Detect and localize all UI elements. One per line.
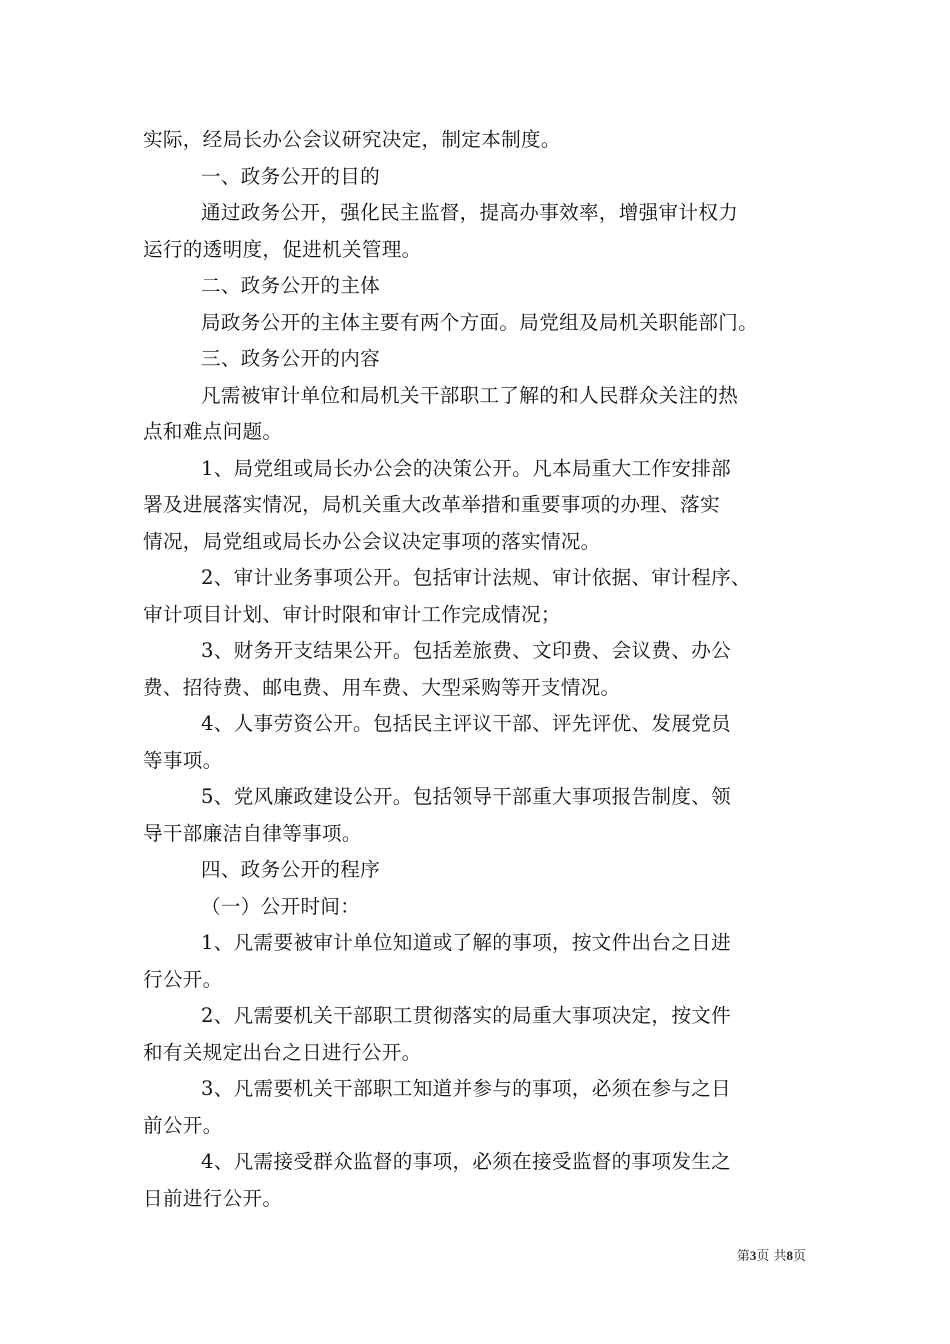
line-text: 四、政务公开的程序	[201, 858, 381, 881]
paragraph	[143, 341, 809, 378]
line-text: 一、政务公开的目的	[201, 164, 381, 188]
paragraph	[143, 633, 809, 706]
paragraph	[143, 1144, 809, 1217]
text-line	[143, 195, 809, 232]
line-text: 1、凡需要被审计单位知道或了解的事项，按文件出台之日进	[201, 931, 732, 954]
total-page-number: 8	[786, 1248, 793, 1263]
line-text: 3、财务开支结果公开。包括差旅费、文印费、会议费、办公	[201, 639, 732, 662]
text-line	[143, 962, 809, 999]
text-line	[143, 524, 809, 561]
text-line	[143, 597, 809, 634]
paragraph	[143, 998, 809, 1071]
line-text: 情况，局党组或局长办公会议决定事项的落实情况。	[143, 529, 601, 553]
paragraph	[143, 560, 809, 633]
text-line	[143, 414, 809, 451]
text-line	[143, 1071, 809, 1108]
line-text: 三、政务公开的内容	[201, 347, 381, 370]
text-line	[143, 378, 809, 415]
text-line	[143, 122, 809, 159]
line-text: 费、招待费、邮电费、用车费、大型采购等开支情况。	[143, 675, 621, 699]
line-text: 通过政务公开，强化民主监督，提高办事效率，增强审计权力	[201, 201, 739, 224]
line-text: 前公开。	[143, 1113, 223, 1137]
text-line	[143, 232, 809, 269]
footer-prefix: 第	[736, 1249, 750, 1264]
line-text: 2、凡需要机关干部职工贯彻落实的局重大事项决定，按文件	[201, 1004, 732, 1027]
text-line	[143, 889, 809, 926]
line-text: （一）公开时间：	[201, 894, 361, 918]
text-line	[143, 560, 809, 597]
paragraph	[143, 122, 809, 159]
line-text: 3、凡需要机关干部职工知道并参与的事项，必须在参与之日	[201, 1077, 732, 1100]
text-line	[143, 341, 809, 378]
line-text: 5、党风廉政建设公开。包括领导干部重大事项报告制度、领	[201, 785, 732, 808]
line-text: 日前进行公开。	[143, 1186, 283, 1210]
footer-middle: 页 共	[756, 1249, 787, 1264]
line-text: 4、凡需接受群众监督的事项，必须在接受监督的事项发生之	[201, 1150, 732, 1173]
paragraph	[143, 195, 809, 268]
line-text: 二、政务公开的主体	[201, 274, 381, 297]
line-text: 等事项。	[143, 748, 223, 772]
document-body	[143, 122, 809, 1217]
line-text: 局政务公开的主体主要有两个方面。局党组及局机关职能部门。	[201, 310, 759, 334]
line-text: 和有关规定出台之日进行公开。	[143, 1040, 422, 1064]
text-line	[143, 305, 809, 342]
text-line	[143, 998, 809, 1035]
line-text: 署及进展落实情况，局机关重大改革举措和重要事项的办理、落实	[143, 493, 720, 516]
line-text: 1、局党组或局长办公会的决策公开。凡本局重大工作安排部	[201, 456, 732, 480]
text-line	[143, 1108, 809, 1145]
paragraph	[143, 268, 809, 305]
text-line	[143, 706, 809, 743]
line-text: 点和难点问题。	[143, 420, 283, 443]
text-line	[143, 159, 809, 196]
text-line	[143, 1181, 809, 1218]
text-line	[143, 852, 809, 889]
text-line	[143, 633, 809, 670]
paragraph	[143, 925, 809, 998]
text-line	[143, 1144, 809, 1181]
paragraph	[143, 889, 809, 926]
paragraph	[143, 451, 809, 561]
paragraph	[143, 159, 809, 196]
text-line	[143, 670, 809, 707]
paragraph	[143, 779, 809, 852]
paragraph	[143, 852, 809, 889]
text-line	[143, 779, 809, 816]
text-line	[143, 816, 809, 853]
text-line	[143, 487, 809, 524]
line-text: 行公开。	[143, 967, 223, 991]
footer-suffix: 页	[792, 1249, 806, 1264]
line-text: 审计项目计划、审计时限和审计工作完成情况；	[143, 602, 561, 626]
paragraph	[143, 305, 809, 342]
page-footer	[737, 1247, 806, 1266]
paragraph	[143, 706, 809, 779]
text-line	[143, 1035, 809, 1072]
current-page-number: 3	[749, 1248, 757, 1263]
text-line	[143, 743, 809, 780]
paragraph	[143, 1071, 809, 1144]
text-line	[143, 925, 809, 962]
line-text: 运行的透明度，促进机关管理。	[143, 237, 422, 261]
text-line	[143, 451, 809, 488]
line-text: 导干部廉洁自律等事项。	[143, 821, 362, 845]
line-text: 2、审计业务事项公开。包括审计法规、审计依据、审计程序、	[201, 566, 751, 589]
line-text: 4、人事劳资公开。包括民主评议干部、评先评优、发展党员	[201, 712, 732, 735]
line-text: 凡需被审计单位和局机关干部职工了解的和人民群众关注的热	[201, 383, 739, 407]
text-line	[143, 268, 809, 305]
line-text: 实际，经局长办公会议研究决定，制定本制度。	[143, 128, 561, 151]
paragraph	[143, 378, 809, 451]
